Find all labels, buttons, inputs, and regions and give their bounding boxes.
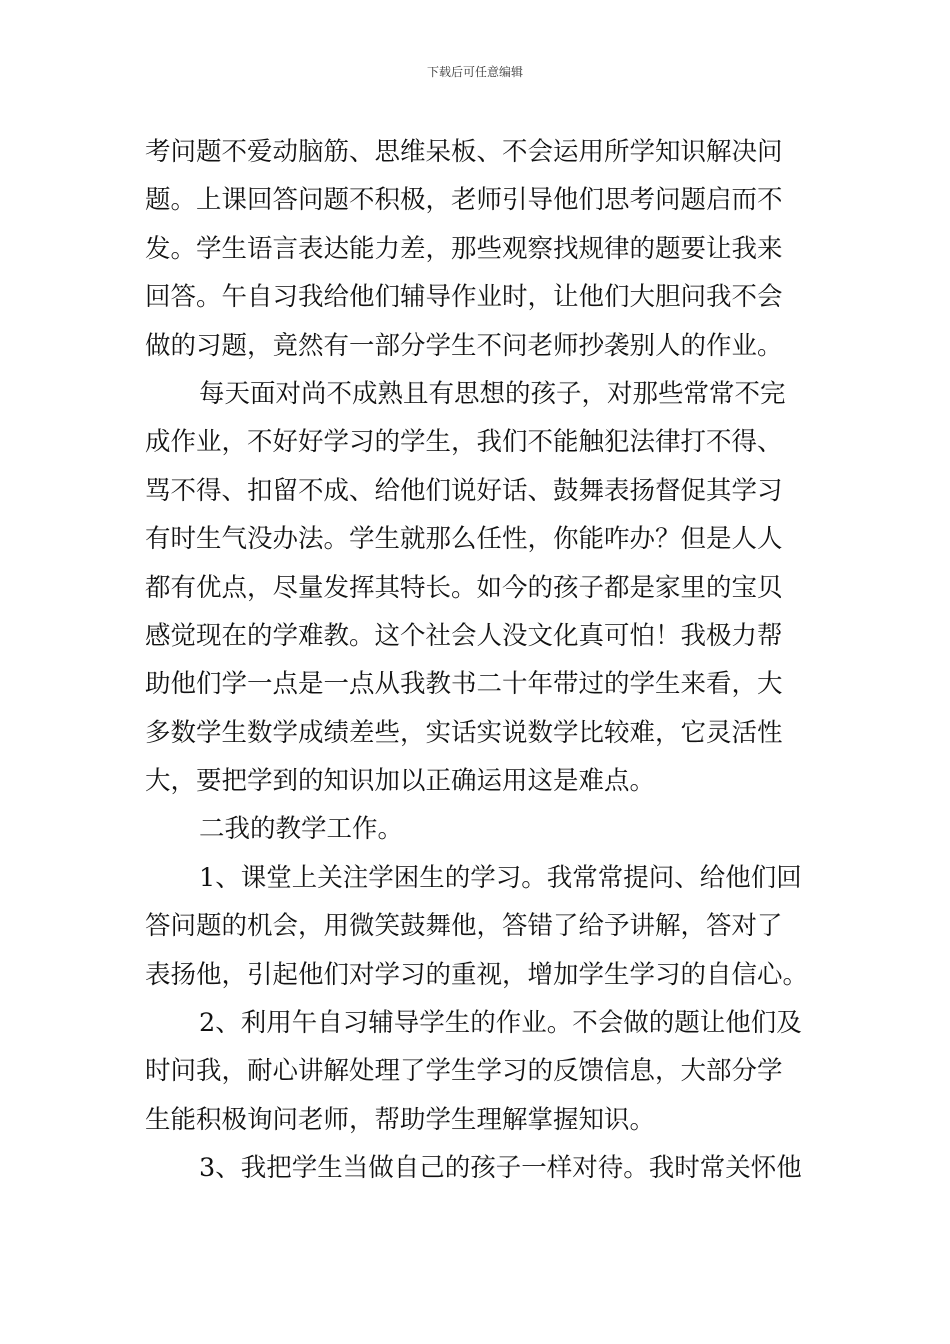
text-line: 多数学生数学成绩差些，实话实说数学比较难，它灵活性 <box>145 717 783 748</box>
text-line: 成作业，不好好学习的学生，我们不能触犯法律打不得、 <box>145 427 783 458</box>
text-line: 发。学生语言表达能力差，那些观察找规律的题要让我来 <box>145 233 783 264</box>
text-line: 1、课堂上关注学困生的学习。我常常提问、给他们回 <box>199 862 802 893</box>
page-header: 下载后可任意编辑 <box>426 65 523 79</box>
text-line: 答问题的机会，用微笑鼓舞他，答错了给予讲解，答对了 <box>145 911 783 942</box>
text-line: 骂不得、扣留不成、给他们说好话、鼓舞表扬督促其学习 <box>145 475 783 506</box>
text-line: 有时生气没办法。学生就那么任性，你能咋办？但是人人 <box>145 524 783 555</box>
text-line: 做的习题，竟然有一部分学生不问老师抄袭别人的作业。 <box>145 330 783 361</box>
text-line: 考问题不爱动脑筋、思维呆板、不会运用所学知识解决问 <box>145 137 783 167</box>
text-line: 感觉现在的学难教。这个社会人没文化真可怕！我极力帮 <box>145 620 783 651</box>
text-line: 每天面对尚不成熟且有思想的孩子，对那些常常不完 <box>199 378 786 409</box>
text-line: 2、利用午自习辅导学生的作业。不会做的题让他们及 <box>199 1008 802 1039</box>
text-line: 回答。午自习我给他们辅导作业时，让他们大胆问我不会 <box>145 282 783 313</box>
text-line: 表扬他，引起他们对学习的重视，增加学生学习的自信心。 <box>145 959 809 990</box>
text-line: 生能积极询问老师，帮助学生理解掌握知识。 <box>145 1104 656 1135</box>
text-line: 助他们学一点是一点从我教书二十年带过的学生来看，大 <box>145 669 783 700</box>
text-line: 3、我把学生当做自己的孩子一样对待。我时常关怀他 <box>199 1153 802 1184</box>
text-line: 时问我，耐心讲解处理了学生学习的反馈信息，大部分学 <box>145 1056 783 1087</box>
text-line: 大，要把学到的知识加以正确运用这是难点。 <box>145 766 656 797</box>
text-line: 都有优点，尽量发挥其特长。如今的孩子都是家里的宝贝 <box>145 572 783 603</box>
text-line: 题。上课回答问题不积极，老师引导他们思考问题启而不 <box>145 185 783 216</box>
document-body <box>145 128 810 1193</box>
text-line: 二我的教学工作。 <box>199 814 404 845</box>
